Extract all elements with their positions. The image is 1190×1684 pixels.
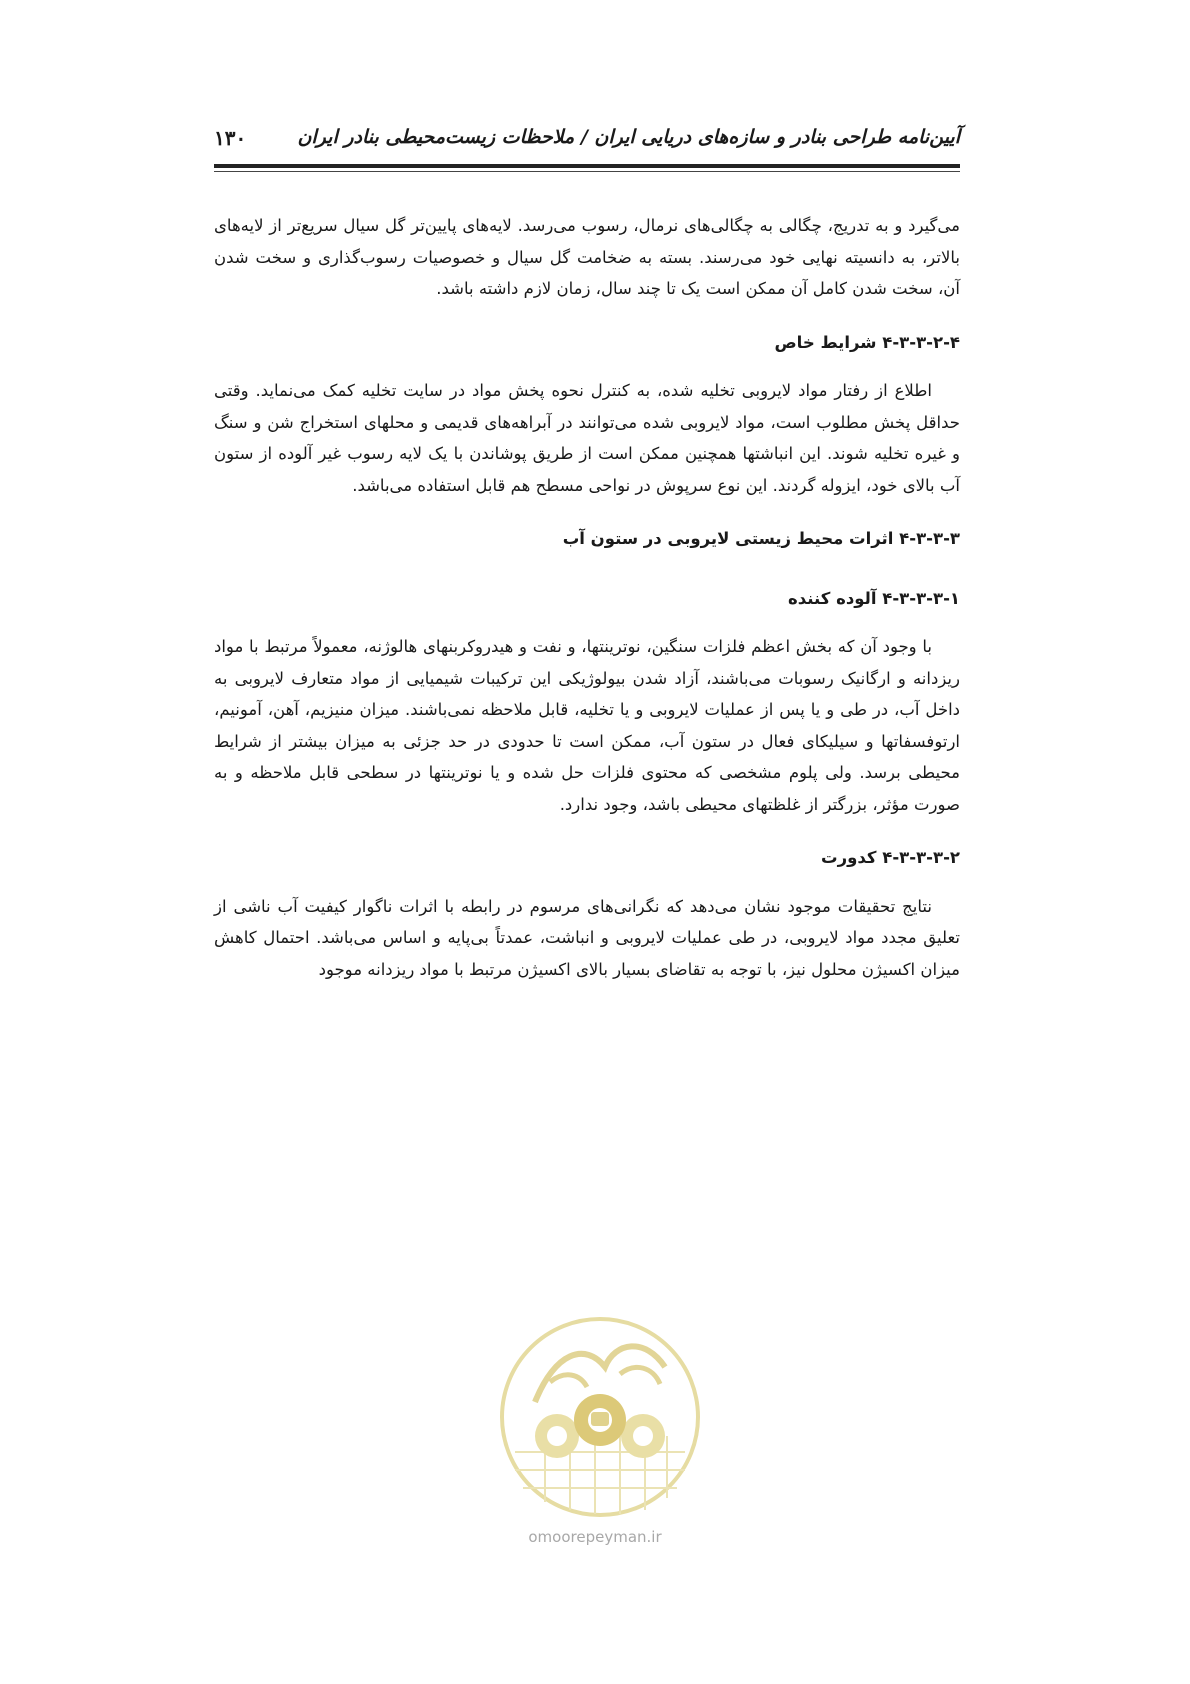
watermark-logo xyxy=(495,1312,705,1522)
paragraph-1: می‌گیرد و به تدریج، چگالی به چگالی‌های نرمال، رسوب می‌رسد. لایه‌های پایین‌تر گل سیال سریع‌تر از لایه‌های بالاتر، به دانسیته نهایی خود می‌رسند. بسته به ضخامت گل سیال و خصوصیات رسوب‌گذاری و سخت شدن آن، سخت شدن کامل آن ممکن است یک تا چند سال، زمان لازم داشته باشد. xyxy=(214,216,960,298)
omoorepeyman-seal-icon xyxy=(495,1312,705,1522)
body-text xyxy=(214,210,960,985)
running-header xyxy=(214,126,960,156)
page-number: ۱۳۰ xyxy=(214,126,247,150)
paragraph-2: اطلاع از رفتار مواد لایروبی تخلیه شده، به کنترل نحوه پخش مواد در سایت تخلیه کمک می‌نماید. وقتی حداقل پخش مطلوب است، مواد لایروبی شده می‌توانند در آبراهه‌های قدیمی و محلهای استخراج شن و سنگ و غیره تخلیه شوند. این انباشتها همچنین ممکن است از طریق پوشاندن با یک لایه رسوب غیر آلوده از ستون آب بالای خود، ایزوله گردند. این نوع سرپوش در نواحی مسطح هم قابل استفاده می‌باشد. xyxy=(214,381,960,495)
section-heading-special-conditions: ۴-۳-۳-۲-۴ شرایط خاص xyxy=(774,332,960,352)
section-heading-contaminants: ۴-۳-۳-۳-۱ آلوده کننده xyxy=(788,588,960,608)
header-rule-thin xyxy=(214,171,960,172)
header-rule-thick xyxy=(214,164,960,168)
section-heading-water-column-effects: ۴-۳-۳-۳ اثرات محیط زیستی لایروبی در ستون آب xyxy=(562,529,960,548)
paragraph-4: نتایج تحقیقات موجود نشان می‌دهد که نگرانی‌های مرسوم در رابطه با اثرات ناگوار کیفیت آب ناشی از تعلیق مجدد مواد لایروبی، در طی عملیات لایروبی و انباشت، عمدتاً بی‌پایه و اساس می‌باشد. احتمال کاهش میزان اکسیژن محلول نیز، با توجه به تقاضای بسیار بالای اکسیژن مرتبط با مواد ریزدانه موجود xyxy=(214,896,960,979)
watermark-site: omoorepeyman.ir xyxy=(528,1528,662,1546)
section-heading-turbidity: ۴-۳-۳-۳-۲ کدورت xyxy=(821,848,960,867)
header-title: آیین‌نامه طراحی بنادر و سازه‌های دریایی ایران / ملاحظات زیست‌محیطی بنادر ایران xyxy=(297,126,960,148)
paragraph-3: با وجود آن که بخش اعظم فلزات سنگین، نوترینتها، و نفت و هیدروکربنهای هالوژنه، معمولاً مرتبط با مواد ریزدانه و ارگانیک رسوبات می‌باشند، آزاد شدن بیولوژیکی این ترکیبات شیمیایی از مواد متعارف لایروبی به داخل آب، در طی و یا پس از عملیات لایروبی و یا تخلیه، قابل ملاحظه نمی‌باشند. میزان منیزیم، آهن، آمونیم، ارتوفسفاتها و سیلیکای فعال در ستون آب، ممکن است تا حدودی در حد جزئی به میزان بیشتر از شرایط محیطی برسد. ولی پلوم مشخصی که محتوی فلزات حل شده و یا نوترینتها در سطحی قابل ملاحظه و به صورت مؤثر، بزرگتر از غلظتهای محیطی باشد، وجود ندارد. xyxy=(214,637,960,814)
